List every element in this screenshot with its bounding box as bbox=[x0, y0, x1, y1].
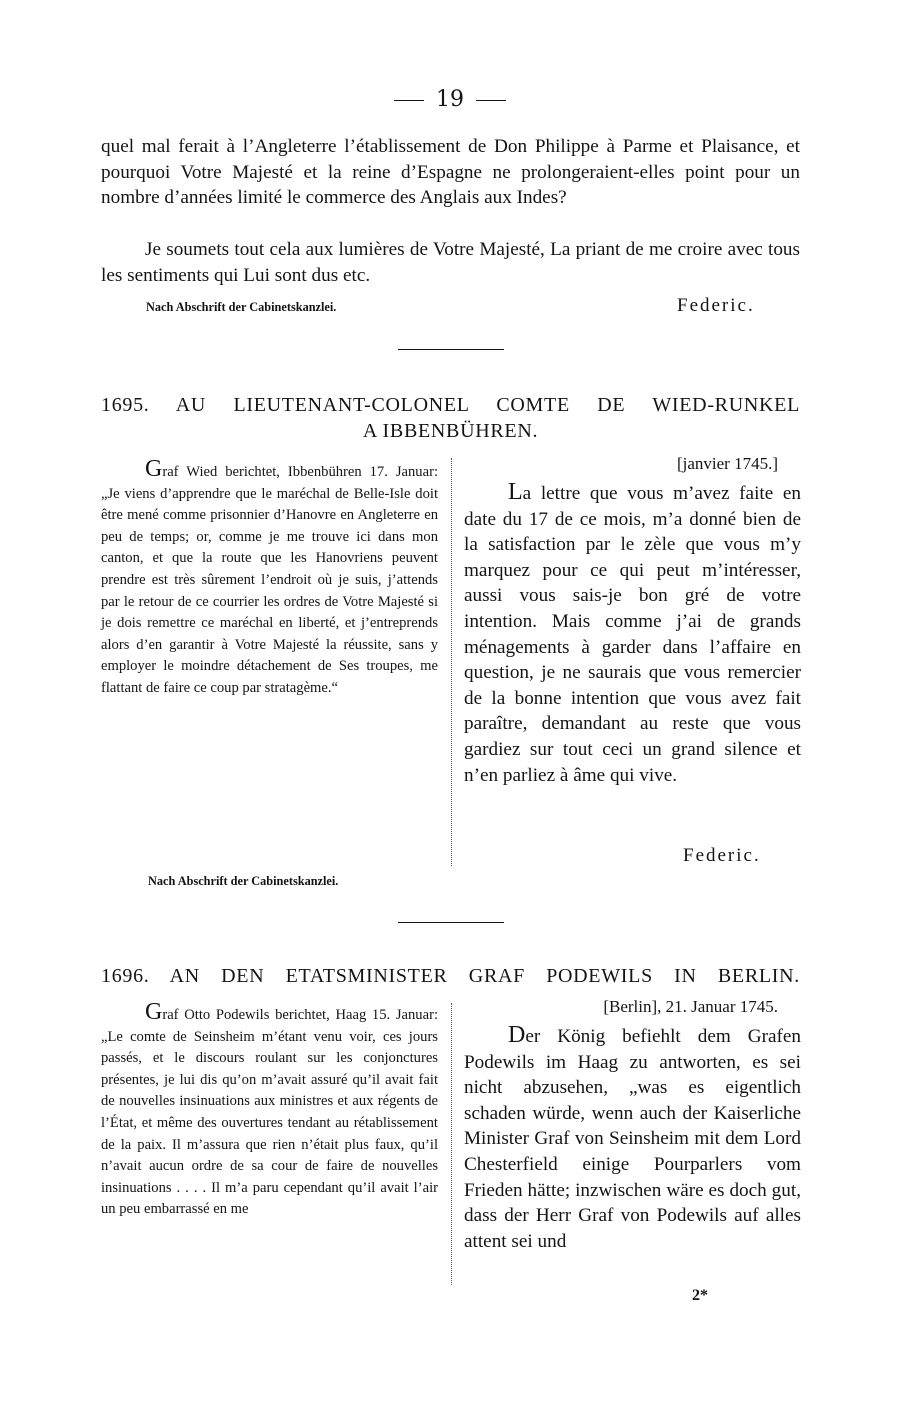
letter-1695-report bbox=[101, 456, 438, 700]
letter-1695-heading-line1: 1695. AU LIEUTENANT-COLONEL COMTE DE WIED-RUNKEL bbox=[101, 394, 800, 416]
printer-signature-mark: 2* bbox=[692, 1287, 708, 1304]
letter-1695-left-column bbox=[101, 456, 438, 700]
column-divider-1695 bbox=[451, 458, 452, 866]
letter-1696-date: [Berlin], 21. Januar 1745. bbox=[603, 997, 778, 1016]
column-divider-1696 bbox=[451, 1003, 452, 1285]
section-divider-1 bbox=[398, 349, 504, 350]
letter-1696-body bbox=[464, 1023, 801, 1254]
letter-1695-date: [janvier 1745.] bbox=[676, 454, 778, 473]
letter-1695-right-column bbox=[464, 480, 801, 788]
letter-1696-left-text: raf Otto Podewils berichtet, Haag 15. Januar: „Le comte de Seinsheim m’étant venu voir, ces jours passés, et le discours roulant sur les conjonctures présentes, je lui dis qu’on m’avait assuré qu’il avait fait de nouvelles insinuations aux ministres et aux régents de l’État, et même des ouvertures tendant au rétablissement de la paix. Il m’assura que rien n’était plus faux, qu’il n’avait aucun ordre de sa cour de faire de nouvelles insinuations . . . . Il m’a paru cependant qu’il avait l’air un peu embarrassé en me bbox=[101, 1007, 438, 1218]
page-number-dash-left bbox=[394, 100, 424, 101]
letter-1695-heading bbox=[101, 392, 800, 444]
letter-1695-signature: Federic. bbox=[683, 845, 761, 866]
letter-1696-left-dropcap: G bbox=[145, 999, 163, 1025]
letter-1695-left-dropcap: G bbox=[145, 456, 163, 482]
letter-1695-right-text: a lettre que vous m’avez faite en date du 17 de ce mois, m’a donné bien de la satisfaction par le zèle que vous m’y marquez pour ce qui peut m’intéresser, aussi vous sais-je bon gré de votre intention. Mais comme j’ai de grands ménagements à garder dans l’affaire en question, je ne saurais que vous remercier de la bonne intention que vous avez fait paraître, demandant au reste que vous gardiez sur tout ceci un grand silence et n’en parliez à âme qui vive. bbox=[464, 483, 801, 786]
letter-1695-source-note: Nach Abschrift der Cabinetskanzlei. bbox=[148, 874, 339, 888]
intro-paragraph-2: Je soumets tout cela aux lumières de Votre Majesté, La priant de me croire avec tous les sentiments qui Lui sont dus etc. bbox=[101, 239, 800, 286]
page-number-text: 19 bbox=[436, 87, 464, 112]
letter-1695-body bbox=[464, 480, 801, 788]
page-number bbox=[0, 86, 900, 114]
letter-1696-report bbox=[101, 999, 438, 1221]
letter-1696-heading: 1696. AN DEN ETATSMINISTER GRAF PODEWILS IN BERLIN. bbox=[101, 965, 800, 987]
letter-1695-left-text: raf Wied berichtet, Ibbenbühren 17. Januar: „Je viens d’apprendre que le maréchal de Belle-Isle doit être mené comme prisonnier d’Hanovre en Angleterre en peu de temps; or, comme je me trouve ici dans mon canton, et que la route que les Hanovriens peuvent prendre est très sûrement l’endroit où je suis, j’attends par le retour de ce courrier les ordres de Votre Majesté si je dois remettre ce maréchal en liberté, et j’entreprends alors d’en garantir à Votre Majesté la réussite, sans y employer le moindre détachement de Ses troupes, me flattant de faire ce coup par stratagème.“ bbox=[101, 464, 438, 696]
intro-signature: Federic. bbox=[677, 295, 755, 316]
letter-1696-left-column bbox=[101, 999, 438, 1221]
letter-1695-right-dropcap: L bbox=[508, 479, 523, 505]
letter-1696-right-column bbox=[464, 1023, 801, 1254]
letter-1696-right-dropcap: D bbox=[508, 1022, 526, 1048]
section-divider-2 bbox=[398, 922, 504, 923]
letter-1696-right-text: er König befiehlt dem Grafen Podewils im Haag zu antworten, es sei nicht abzusehen, „was es eigentlich schaden würde, wenn auch der Kaiserliche Minister Graf von Seinsheim mit dem Lord Chesterfield einige Pourparlers vom Frieden hätte; inzwischen wäre es doch gut, dass der Herr Graf von Podewils auf alles attent sei und bbox=[464, 1026, 801, 1252]
intro-source-note: Nach Abschrift der Cabinetskanzlei. bbox=[146, 300, 337, 314]
letter-1695-heading-line2: A IBBENBÜHREN. bbox=[362, 420, 539, 442]
intro-paragraph-1: quel mal ferait à l’Angleterre l’établissement de Don Philippe à Parme et Plaisance, et pourquoi Votre Majesté et la reine d’Espagne ne prolongeraient-elles point pour un nombre d’années limité le commerce des Anglais aux Indes? bbox=[101, 136, 800, 209]
page-number-dash-right bbox=[476, 100, 506, 101]
